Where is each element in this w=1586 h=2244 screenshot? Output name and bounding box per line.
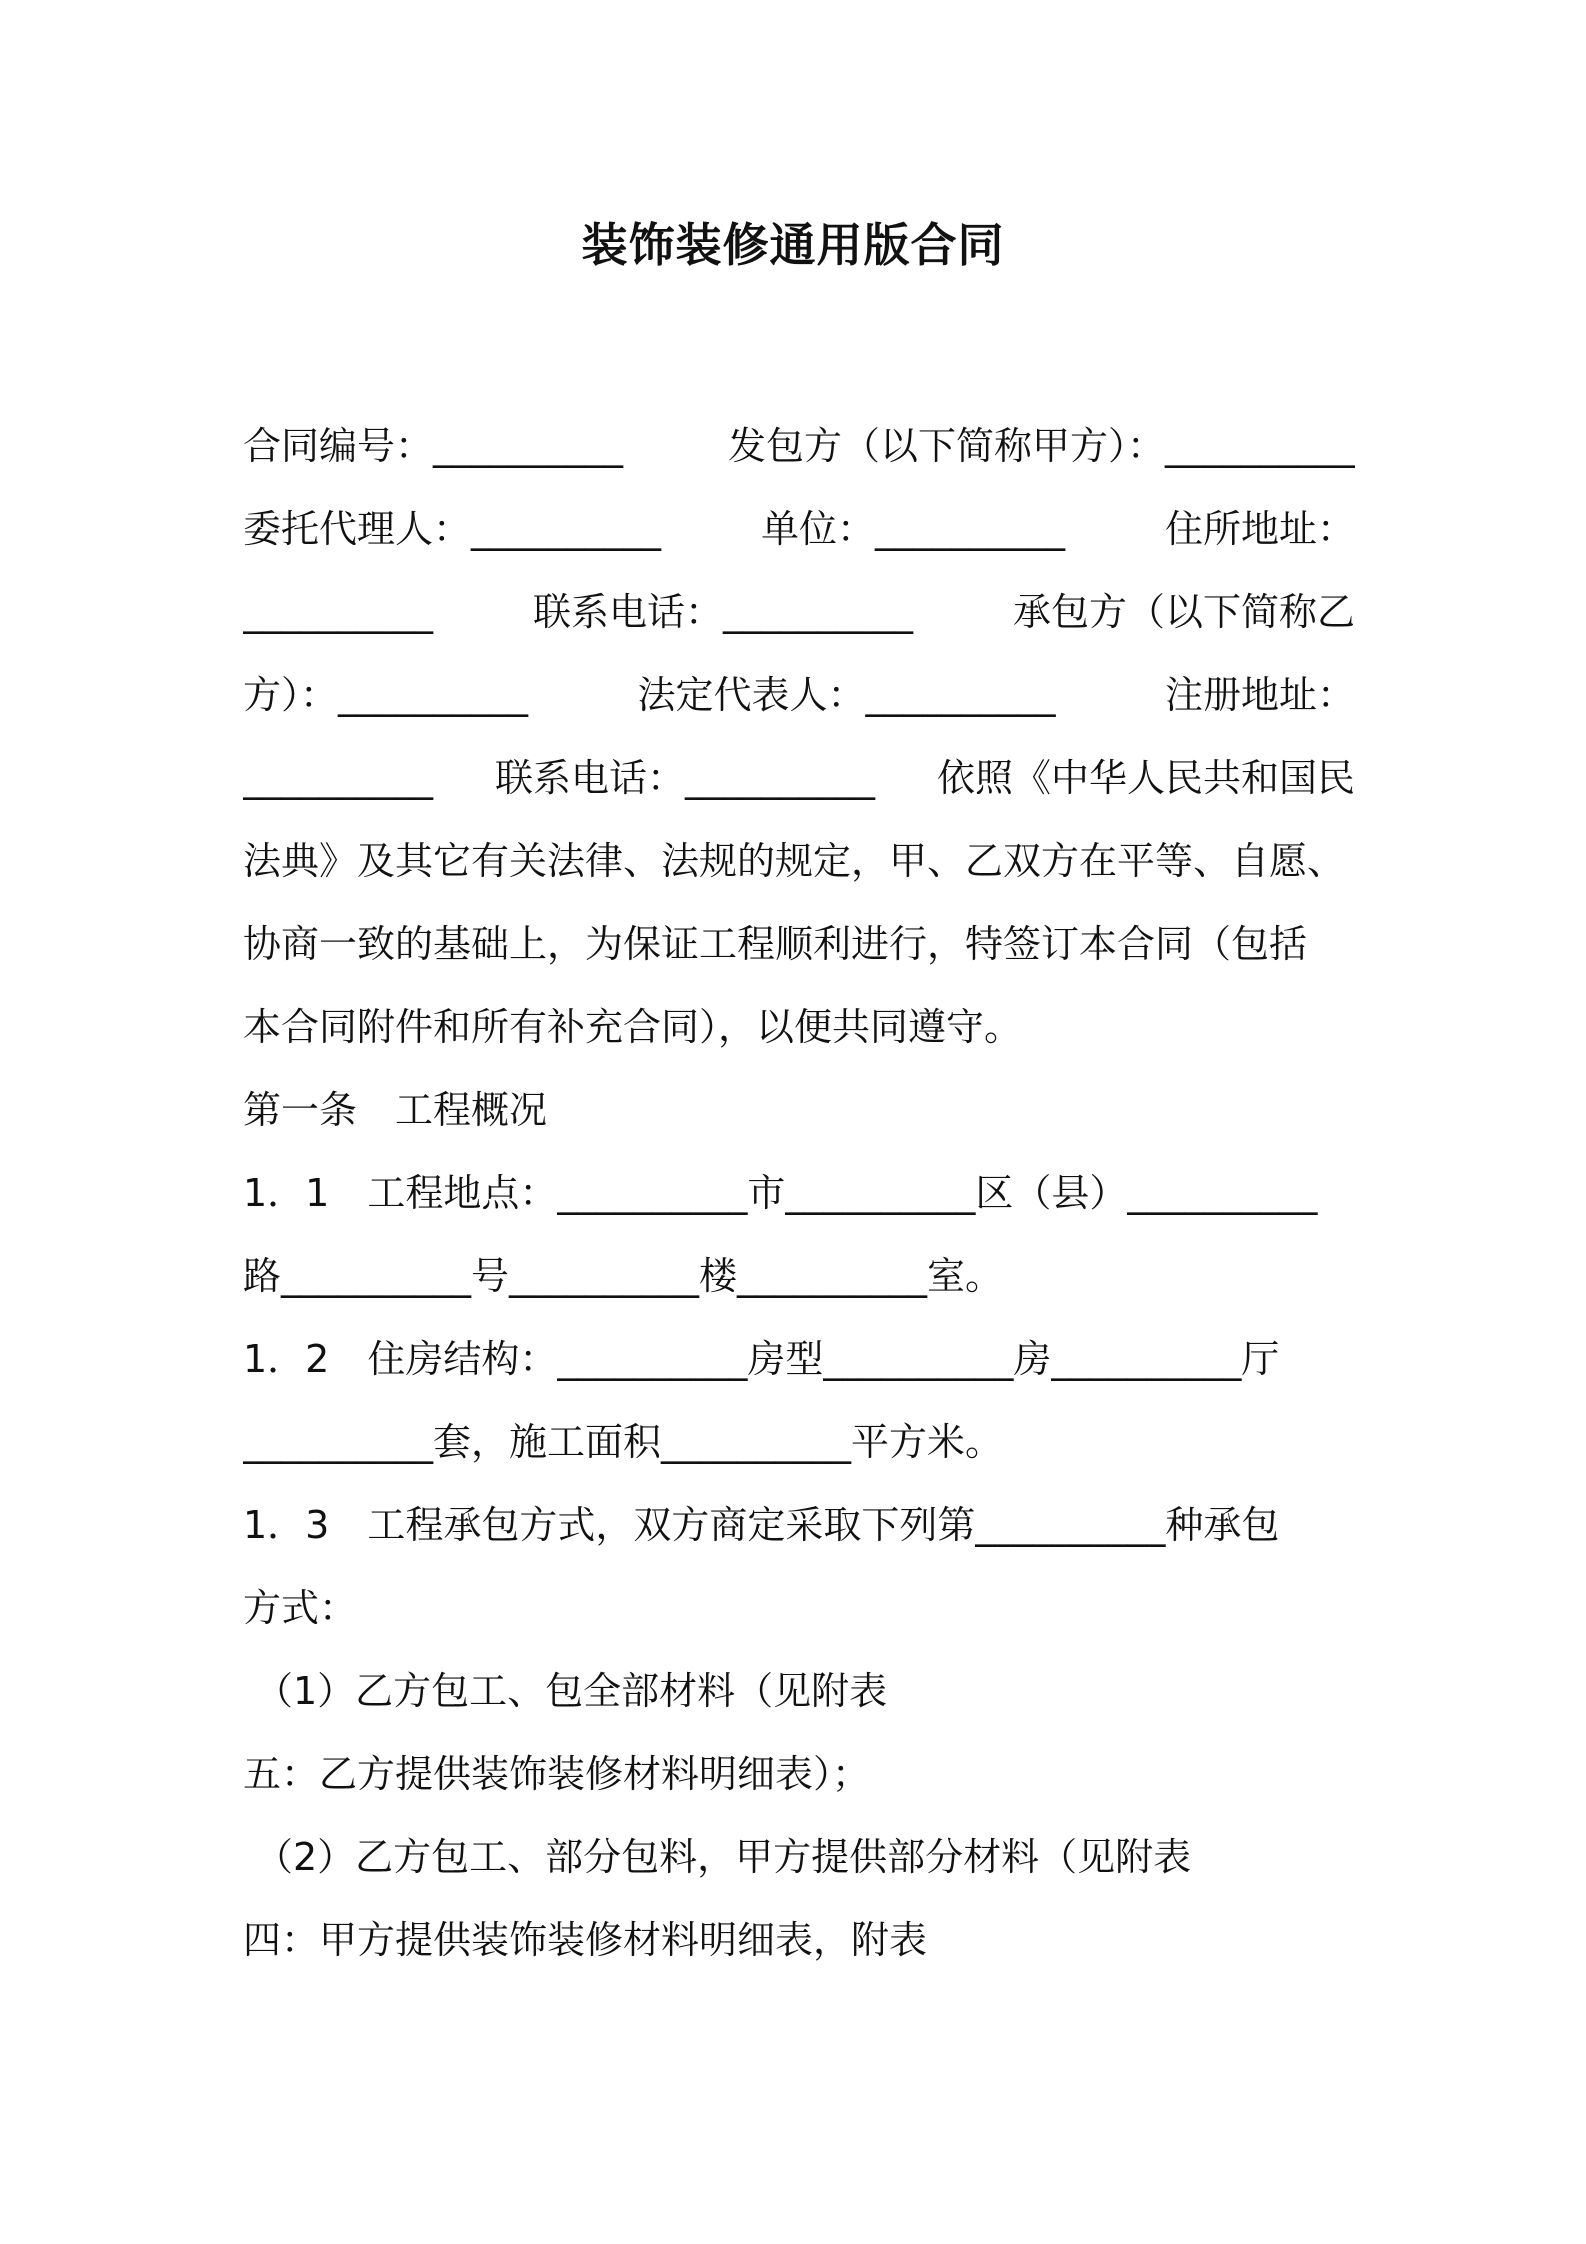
registered-address-label: 注册地址：: [1164, 673, 1355, 717]
clause-1-2-line-1: 1．2 住房结构：__________房型__________房__________厅: [243, 1337, 1280, 1381]
option-1-line-1: （1）乙方包工、包全部材料（见附表: [255, 1669, 888, 1713]
address-blank: __________: [243, 590, 433, 634]
text-line-4: [243, 654, 1355, 737]
clause-1-3-line-2: 方式：: [243, 1586, 358, 1630]
contract-number-field: 合同编号：__________: [243, 424, 624, 468]
document-body: [243, 405, 1355, 1982]
agent-field: 委托代理人：__________: [243, 507, 662, 551]
address-label: 住所地址：: [1164, 507, 1355, 551]
legal-rep-field: 法定代表人：__________: [637, 673, 1056, 717]
option-2-line-2: 四：甲方提供装饰装修材料明细表，附表: [243, 1918, 928, 1962]
clause-1-1-line-1: 1．1 工程地点：__________市__________区（县）__________: [243, 1171, 1318, 1215]
party-b-label: 承包方（以下简称乙: [1012, 590, 1355, 634]
clause-1-1-line-2: 路__________号__________楼__________室。: [243, 1254, 1004, 1298]
text-line-3: [243, 571, 1355, 654]
text-line-7: 协商一致的基础上，为保证工程顺利进行，特签订本合同（包括: [243, 922, 1308, 966]
phone-field-b: 联系电话：__________: [494, 756, 875, 800]
clause-1-2-line-2: __________套，施工面积__________平方米。: [243, 1420, 1004, 1464]
option-1-line-2: 五：乙方提供装饰装修材料明细表）；: [243, 1752, 871, 1796]
basis-text-start: 依照《中华人民共和国民: [936, 756, 1355, 800]
registered-address-blank: __________: [243, 756, 433, 800]
party-a-field: 发包方（以下简称甲方）：__________: [727, 424, 1355, 468]
text-line-8: 本合同附件和所有补充合同），以便共同遵守。: [243, 1005, 1023, 1049]
article-1-heading: 第一条 工程概况: [243, 1088, 548, 1132]
option-2-line-1: （2）乙方包工、部分包料，甲方提供部分材料（见附表: [255, 1835, 1192, 1879]
clause-1-3-line-1: 1．3 工程承包方式，双方商定采取下列第__________种承包: [243, 1503, 1280, 1547]
party-b-field: 方）：__________: [243, 673, 529, 717]
text-line-5: [243, 737, 1355, 820]
unit-field: 单位：__________: [760, 507, 1065, 551]
document-title: 装饰装修通用版合同: [581, 218, 1005, 272]
text-line-2: [243, 488, 1355, 571]
text-line-1: [243, 405, 1355, 488]
phone-field-a: 联系电话：__________: [532, 590, 913, 634]
text-line-6: 法典》及其它有关法律、法规的规定，甲、乙双方在平等、自愿、: [243, 839, 1346, 883]
